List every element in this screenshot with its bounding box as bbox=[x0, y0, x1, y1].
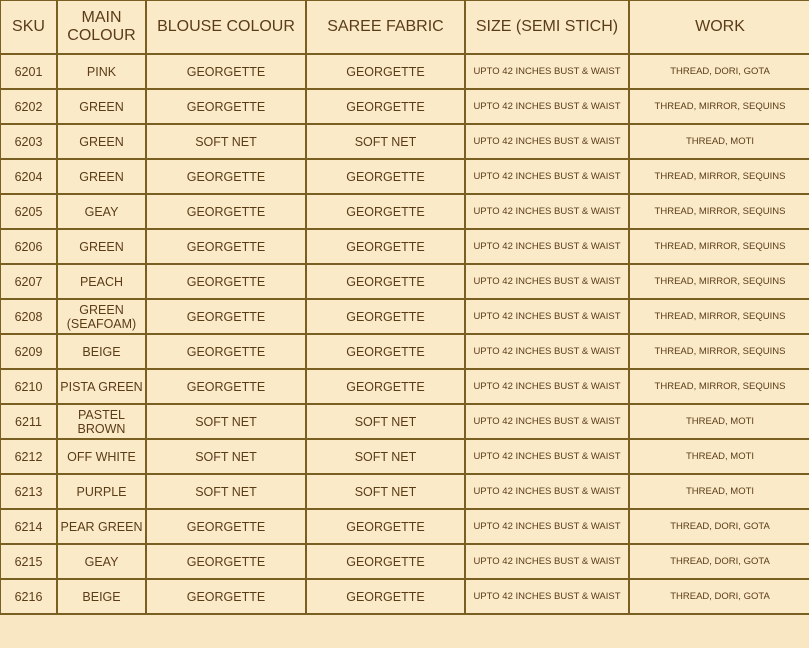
header-work: WORK bbox=[629, 0, 809, 54]
work-cell: THREAD, MOTI bbox=[629, 404, 809, 439]
main-colour-cell: BEIGE bbox=[57, 579, 146, 614]
blouse-colour-cell: GEORGETTE bbox=[146, 229, 306, 264]
blouse-colour-cell: GEORGETTE bbox=[146, 369, 306, 404]
blouse-colour-cell: GEORGETTE bbox=[146, 544, 306, 579]
work-cell: THREAD, MOTI bbox=[629, 124, 809, 159]
sku-cell: 6204 bbox=[0, 159, 57, 194]
size-cell: UPTO 42 INCHES BUST & WAIST bbox=[465, 334, 629, 369]
size-cell: UPTO 42 INCHES BUST & WAIST bbox=[465, 89, 629, 124]
saree-fabric-cell: GEORGETTE bbox=[306, 159, 465, 194]
main-colour-cell: PEAR GREEN bbox=[57, 509, 146, 544]
sku-cell: 6209 bbox=[0, 334, 57, 369]
saree-fabric-cell: SOFT NET bbox=[306, 124, 465, 159]
table-row bbox=[0, 299, 809, 334]
work-cell: THREAD, MOTI bbox=[629, 439, 809, 474]
saree-fabric-cell: GEORGETTE bbox=[306, 334, 465, 369]
sku-cell: 6202 bbox=[0, 89, 57, 124]
blouse-colour-cell: GEORGETTE bbox=[146, 579, 306, 614]
header-blouse-colour: BLOUSE COLOUR bbox=[146, 0, 306, 54]
main-colour-cell: PEACH bbox=[57, 264, 146, 299]
table-row bbox=[0, 404, 809, 439]
size-cell: UPTO 42 INCHES BUST & WAIST bbox=[465, 439, 629, 474]
sku-cell: 6210 bbox=[0, 369, 57, 404]
main-colour-cell: GEAY bbox=[57, 544, 146, 579]
table-row bbox=[0, 89, 809, 124]
blouse-colour-cell: SOFT NET bbox=[146, 474, 306, 509]
work-cell: THREAD, MIRROR, SEQUINS bbox=[629, 299, 809, 334]
saree-fabric-cell: SOFT NET bbox=[306, 474, 465, 509]
saree-fabric-cell: GEORGETTE bbox=[306, 264, 465, 299]
main-colour-cell: GREEN (SEAFOAM) bbox=[57, 299, 146, 334]
main-colour-cell: GREEN bbox=[57, 124, 146, 159]
sku-cell: 6201 bbox=[0, 54, 57, 89]
saree-fabric-cell: SOFT NET bbox=[306, 404, 465, 439]
work-cell: THREAD, MIRROR, SEQUINS bbox=[629, 334, 809, 369]
table-row bbox=[0, 229, 809, 264]
saree-fabric-cell: GEORGETTE bbox=[306, 194, 465, 229]
table-row bbox=[0, 159, 809, 194]
size-cell: UPTO 42 INCHES BUST & WAIST bbox=[465, 159, 629, 194]
work-cell: THREAD, DORI, GOTA bbox=[629, 579, 809, 614]
sku-cell: 6205 bbox=[0, 194, 57, 229]
work-cell: THREAD, MIRROR, SEQUINS bbox=[629, 264, 809, 299]
table-row bbox=[0, 509, 809, 544]
blouse-colour-cell: GEORGETTE bbox=[146, 54, 306, 89]
blouse-colour-cell: GEORGETTE bbox=[146, 299, 306, 334]
main-colour-cell: GREEN bbox=[57, 159, 146, 194]
main-colour-cell: GREEN bbox=[57, 89, 146, 124]
size-cell: UPTO 42 INCHES BUST & WAIST bbox=[465, 404, 629, 439]
blouse-colour-cell: SOFT NET bbox=[146, 124, 306, 159]
saree-fabric-cell: GEORGETTE bbox=[306, 299, 465, 334]
size-cell: UPTO 42 INCHES BUST & WAIST bbox=[465, 579, 629, 614]
sku-cell: 6214 bbox=[0, 509, 57, 544]
table-row bbox=[0, 54, 809, 89]
table-row bbox=[0, 194, 809, 229]
size-cell: UPTO 42 INCHES BUST & WAIST bbox=[465, 474, 629, 509]
size-cell: UPTO 42 INCHES BUST & WAIST bbox=[465, 54, 629, 89]
work-cell: THREAD, MIRROR, SEQUINS bbox=[629, 369, 809, 404]
size-cell: UPTO 42 INCHES BUST & WAIST bbox=[465, 124, 629, 159]
work-cell: THREAD, MIRROR, SEQUINS bbox=[629, 194, 809, 229]
sku-cell: 6213 bbox=[0, 474, 57, 509]
size-cell: UPTO 42 INCHES BUST & WAIST bbox=[465, 544, 629, 579]
blouse-colour-cell: GEORGETTE bbox=[146, 334, 306, 369]
saree-fabric-cell: GEORGETTE bbox=[306, 544, 465, 579]
blouse-colour-cell: GEORGETTE bbox=[146, 194, 306, 229]
saree-fabric-cell: GEORGETTE bbox=[306, 369, 465, 404]
work-cell: THREAD, MOTI bbox=[629, 474, 809, 509]
work-cell: THREAD, MIRROR, SEQUINS bbox=[629, 229, 809, 264]
header-saree-fabric: SAREE FABRIC bbox=[306, 0, 465, 54]
table-row bbox=[0, 579, 809, 614]
table-row bbox=[0, 264, 809, 299]
blouse-colour-cell: GEORGETTE bbox=[146, 509, 306, 544]
work-cell: THREAD, DORI, GOTA bbox=[629, 509, 809, 544]
main-colour-cell: GEAY bbox=[57, 194, 146, 229]
sku-cell: 6212 bbox=[0, 439, 57, 474]
table-row bbox=[0, 474, 809, 509]
main-colour-cell: OFF WHITE bbox=[57, 439, 146, 474]
blouse-colour-cell: SOFT NET bbox=[146, 439, 306, 474]
main-colour-cell: PISTA GREEN bbox=[57, 369, 146, 404]
size-cell: UPTO 42 INCHES BUST & WAIST bbox=[465, 194, 629, 229]
header-main-colour: MAIN COLOUR bbox=[57, 0, 146, 54]
sku-cell: 6208 bbox=[0, 299, 57, 334]
main-colour-cell: GREEN bbox=[57, 229, 146, 264]
work-cell: THREAD, MIRROR, SEQUINS bbox=[629, 159, 809, 194]
size-cell: UPTO 42 INCHES BUST & WAIST bbox=[465, 369, 629, 404]
saree-fabric-cell: GEORGETTE bbox=[306, 54, 465, 89]
size-cell: UPTO 42 INCHES BUST & WAIST bbox=[465, 229, 629, 264]
sku-cell: 6211 bbox=[0, 404, 57, 439]
blouse-colour-cell: GEORGETTE bbox=[146, 159, 306, 194]
saree-fabric-cell: GEORGETTE bbox=[306, 509, 465, 544]
saree-fabric-cell: SOFT NET bbox=[306, 439, 465, 474]
blouse-colour-cell: SOFT NET bbox=[146, 404, 306, 439]
table-row bbox=[0, 439, 809, 474]
sku-cell: 6203 bbox=[0, 124, 57, 159]
sku-cell: 6216 bbox=[0, 579, 57, 614]
work-cell: THREAD, DORI, GOTA bbox=[629, 54, 809, 89]
saree-fabric-cell: GEORGETTE bbox=[306, 89, 465, 124]
table-row bbox=[0, 334, 809, 369]
work-cell: THREAD, MIRROR, SEQUINS bbox=[629, 89, 809, 124]
saree-fabric-cell: GEORGETTE bbox=[306, 229, 465, 264]
header-sku: SKU bbox=[0, 0, 57, 54]
main-colour-cell: PINK bbox=[57, 54, 146, 89]
size-cell: UPTO 42 INCHES BUST & WAIST bbox=[465, 264, 629, 299]
main-colour-cell: PURPLE bbox=[57, 474, 146, 509]
work-cell: THREAD, DORI, GOTA bbox=[629, 544, 809, 579]
header-size: SIZE (SEMI STICH) bbox=[465, 0, 629, 54]
blouse-colour-cell: GEORGETTE bbox=[146, 264, 306, 299]
size-cell: UPTO 42 INCHES BUST & WAIST bbox=[465, 509, 629, 544]
sku-cell: 6215 bbox=[0, 544, 57, 579]
table-row bbox=[0, 124, 809, 159]
saree-fabric-cell: GEORGETTE bbox=[306, 579, 465, 614]
size-cell: UPTO 42 INCHES BUST & WAIST bbox=[465, 299, 629, 334]
main-colour-cell: PASTEL BROWN bbox=[57, 404, 146, 439]
sku-cell: 6207 bbox=[0, 264, 57, 299]
table-row bbox=[0, 369, 809, 404]
sku-cell: 6206 bbox=[0, 229, 57, 264]
header-row bbox=[0, 0, 809, 54]
table-row bbox=[0, 544, 809, 579]
main-colour-cell: BEIGE bbox=[57, 334, 146, 369]
blouse-colour-cell: GEORGETTE bbox=[146, 89, 306, 124]
